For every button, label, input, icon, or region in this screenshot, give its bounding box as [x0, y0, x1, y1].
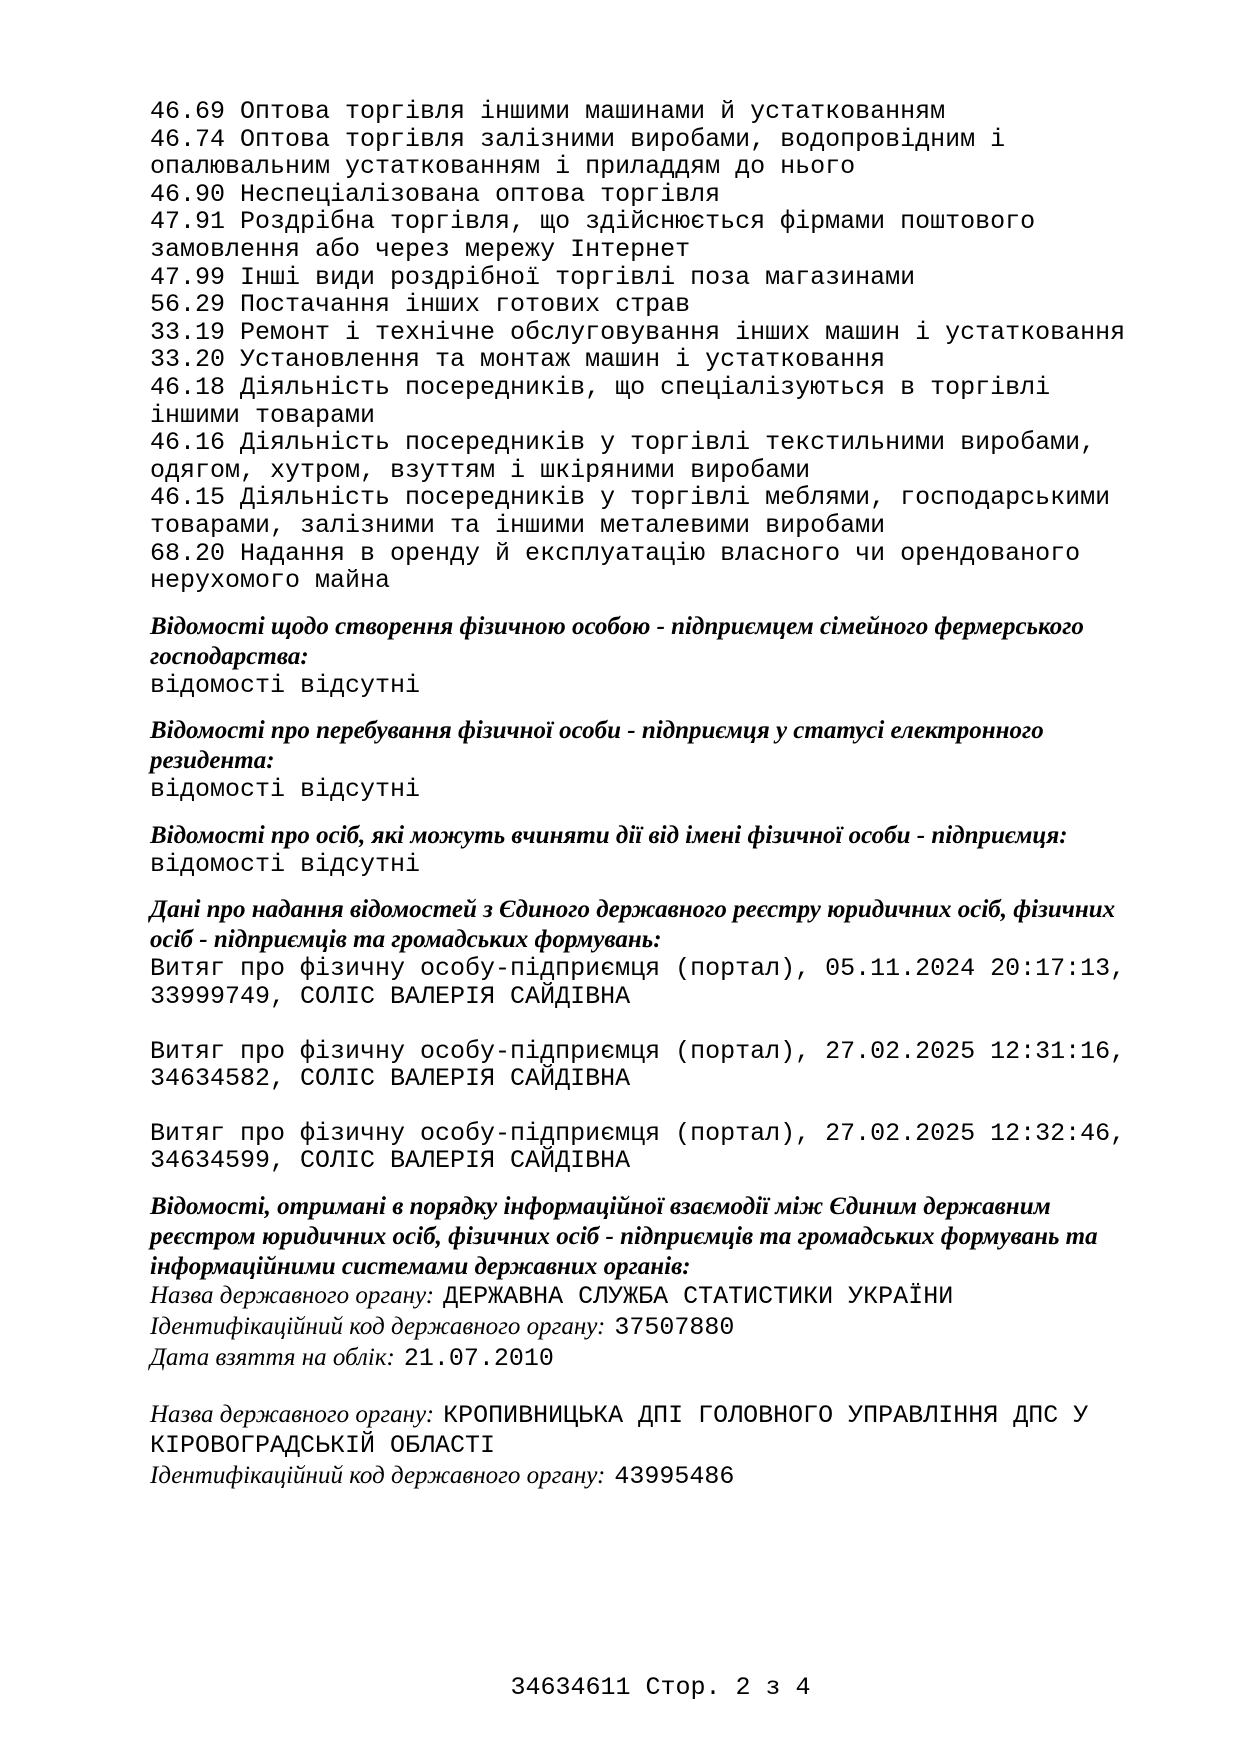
section-heading-line: Відомості щодо створення фізичною особою - підприємцем сімейного фермерського: [150, 612, 1084, 640]
activity-line: 46.15 Діяльність посередників у торгівлі меблями, господарськими: [150, 483, 1111, 513]
section-heading-line: реєстром юридичних осіб, фізичних осіб - підприємців та громадських формувань та: [150, 1223, 1098, 1251]
extract-line: 34634582, СОЛІС ВАЛЕРІЯ САЙДІВНА: [150, 1064, 631, 1094]
section-heading-line: Відомості, отримані в порядку інформаційної взаємодії між Єдиним державним: [150, 1193, 1051, 1221]
activity-line: 46.74 Оптова торгівля залізними виробами, водопровідним і: [150, 124, 1006, 154]
section-heading: [150, 821, 1161, 851]
extract-line: Витяг про фізичну особу-підприємця (портал), 27.02.2025 12:31:16,: [150, 1036, 1126, 1066]
section-heading-line: Дані про надання відомостей з Єдиного державного реєстру юридичних осіб, фізичних: [150, 896, 1116, 924]
extract-line: Витяг про фізичну особу-підприємця (портал), 05.11.2024 20:17:13,: [150, 954, 1126, 984]
extract-line: Витяг про фізичну особу-підприємця (портал), 27.02.2025 12:32:46,: [150, 1118, 1126, 1148]
field-value: КІРОВОГРАДСЬКІЙ ОБЛАСТІ: [150, 1431, 496, 1461]
activity-line: 33.20 Установлення та монтаж машин і устатковання: [150, 345, 886, 375]
activity-line: товарами, залізними та іншими металевими виробами: [150, 510, 886, 540]
field-row-org-name: [150, 1282, 1161, 1313]
field-value: 43995486: [614, 1462, 735, 1492]
section-heading: [150, 1192, 1161, 1282]
field-row-org-name-wrap: [150, 1432, 1161, 1462]
section-heading-line: господарства:: [150, 642, 309, 670]
field-label: Ідентифікаційний код державного органу:: [150, 1313, 606, 1341]
activity-line: 47.99 Інші види роздрібної торгівлі поза магазинами: [150, 262, 916, 292]
section-body-text: відомості відсутні: [150, 775, 421, 805]
extract-entry: [150, 955, 1161, 1010]
extract-entry: [150, 1038, 1161, 1093]
state-org-record: [150, 1401, 1161, 1493]
activities-list: [150, 98, 1161, 595]
activity-line: іншими товарами: [150, 400, 376, 430]
activity-line: 33.19 Ремонт і технічне обслуговування інших машин і устатковання: [150, 317, 1126, 347]
field-value: ДЕРЖАВНА СЛУЖБА СТАТИСТИКИ УКРАЇНИ: [443, 1282, 954, 1312]
section-e-resident: [150, 716, 1161, 804]
activity-line: 46.16 Діяльність посередників у торгівлі текстильними виробами,: [150, 428, 1096, 458]
field-label: Ідентифікаційний код державного органу:: [150, 1462, 606, 1490]
activity-line: 46.18 Діяльність посередників, що спеціалізуються в торгівлі: [150, 372, 1051, 402]
field-label: Назва державного органу:: [150, 1282, 435, 1310]
extract-line: 33999749, СОЛІС ВАЛЕРІЯ САЙДІВНА: [150, 982, 631, 1012]
section-extracts: [150, 895, 1161, 1175]
field-label: Назва державного органу:: [150, 1401, 435, 1429]
activity-line: 68.20 Надання в оренду й експлуатацію власного чи орендованого: [150, 538, 1081, 568]
section-heading-line: резидента:: [150, 747, 275, 775]
section-body-text: відомості відсутні: [150, 849, 421, 879]
section-authorized-persons: [150, 821, 1161, 879]
field-row-org-code: [150, 1462, 1161, 1493]
section-interagency: [150, 1192, 1161, 1493]
section-heading-line: Відомості про перебування фізичної особи - підприємця у статусі електронного: [150, 717, 1044, 745]
extract-line: 34634599, СОЛІС ВАЛЕРІЯ САЙДІВНА: [150, 1146, 631, 1176]
section-heading: [150, 895, 1161, 955]
section-family-farm: [150, 612, 1161, 700]
field-row-registration-date: [150, 1344, 1161, 1375]
section-heading-line: інформаційними системами державних органів:: [150, 1253, 691, 1281]
section-body-text: відомості відсутні: [150, 670, 421, 700]
extract-entry: [150, 1120, 1161, 1175]
field-row-org-name: [150, 1401, 1161, 1432]
field-value: КРОПИВНИЦЬКА ДПІ ГОЛОВНОГО УПРАВЛІННЯ ДПС У: [443, 1401, 1089, 1431]
page-footer: 34634611 Стор. 2 з 4: [510, 1673, 811, 1702]
activity-line: 46.90 Неспеціалізована оптова торгівля: [150, 179, 721, 209]
field-label: Дата взяття на облік:: [150, 1344, 395, 1372]
activity-line: замовлення або через мережу Інтернет: [150, 234, 691, 264]
section-heading-line: осіб - підприємців та громадських формувань:: [150, 926, 662, 954]
activity-line: 46.69 Оптова торгівля іншими машинами й устаткованням: [150, 97, 946, 126]
section-heading: [150, 716, 1161, 776]
field-value: 37507880: [614, 1313, 735, 1343]
field-value: 21.07.2010: [403, 1344, 554, 1374]
activity-line: 47.91 Роздрібна торгівля, що здійснюється фірмами поштового: [150, 207, 1036, 237]
activity-line: нерухомого майна: [150, 566, 391, 596]
state-org-record: [150, 1282, 1161, 1375]
activity-line: одягом, хутром, взуттям і шкіряними виробами: [150, 455, 811, 485]
activity-line: опалювальним устаткованням і приладдям до нього: [150, 152, 856, 182]
section-heading-line: Відомості про осіб, які можуть вчиняти дії від імені фізичної особи - підприємця:: [150, 821, 1068, 849]
section-heading: [150, 612, 1161, 672]
field-row-org-code: [150, 1313, 1161, 1344]
activity-line: 56.29 Постачання інших готових страв: [150, 290, 691, 320]
